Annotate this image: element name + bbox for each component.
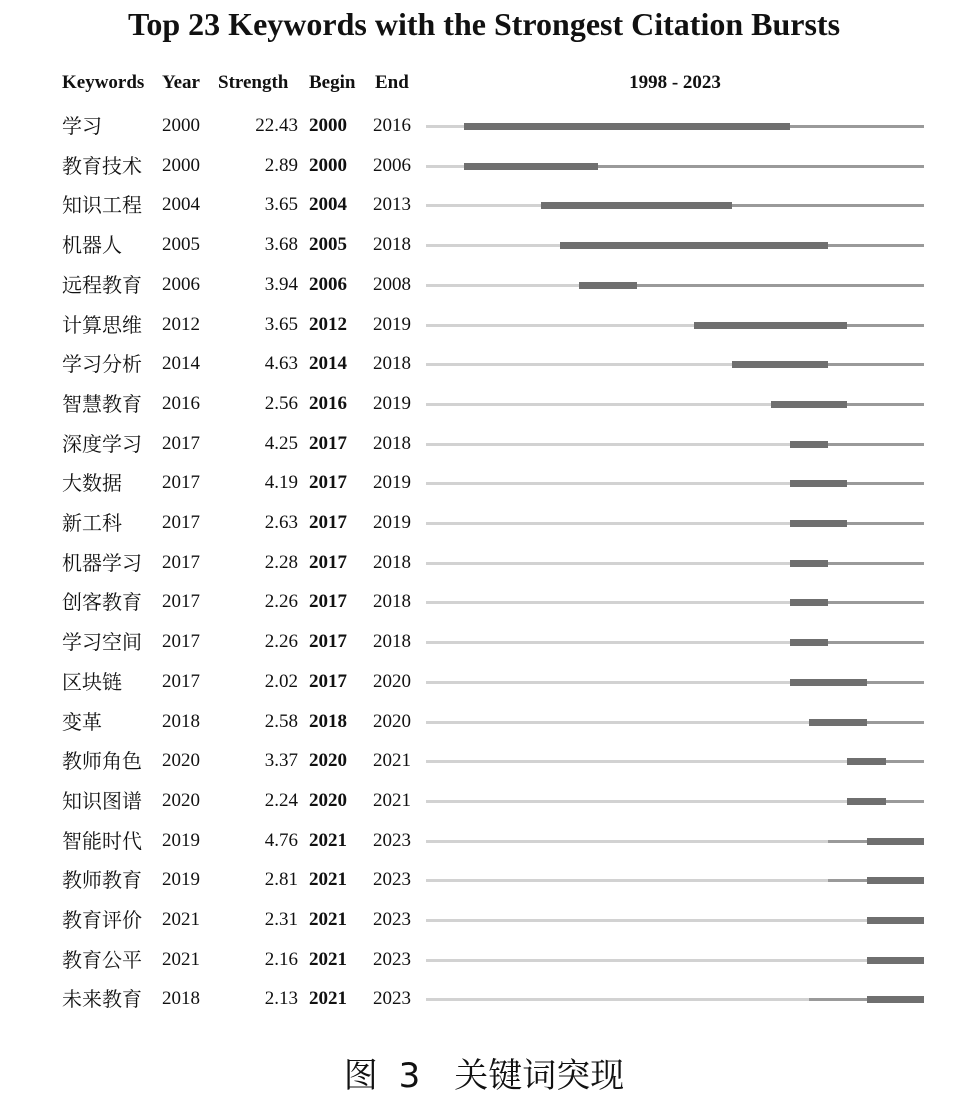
chart-title: Top 23 Keywords with the Strongest Citation Bursts [127, 6, 841, 42]
year-value: 2012 [162, 313, 200, 335]
keyword-label: 远程教育 [62, 272, 142, 297]
timeline-line [426, 443, 790, 446]
begin-year: 2017 [309, 551, 347, 573]
end-year: 2018 [373, 551, 411, 573]
burst-row [0, 979, 968, 1019]
burst-row [0, 741, 968, 781]
year-value: 2000 [162, 154, 200, 176]
burst-bar [732, 361, 828, 368]
burst-bar [579, 282, 636, 289]
burst-row [0, 146, 968, 186]
timeline-line [426, 284, 579, 287]
timeline-line [426, 959, 867, 962]
timeline-line [426, 800, 847, 803]
keyword-label: 知识图谱 [62, 788, 142, 813]
end-year: 2023 [373, 829, 411, 851]
timeline-line [426, 601, 790, 604]
timeline-line [426, 562, 790, 565]
year-value: 2017 [162, 670, 200, 692]
keyword-label: 未来教育 [62, 987, 142, 1012]
burst-bar [790, 480, 847, 487]
begin-year: 2017 [309, 432, 347, 454]
strength-value: 2.26 [264, 591, 298, 613]
year-value: 2005 [162, 234, 200, 256]
burst-bar [541, 202, 733, 209]
year-value: 2004 [162, 194, 200, 216]
burst-row [0, 384, 968, 424]
burst-bar [847, 798, 885, 805]
keyword-label: 教师角色 [62, 749, 142, 774]
burst-bar [771, 401, 848, 408]
end-year: 2023 [373, 869, 411, 891]
year-value: 2016 [162, 392, 200, 414]
timeline-line [426, 641, 790, 644]
keyword-label: 教育评价 [62, 908, 142, 932]
year-value: 2018 [162, 988, 200, 1010]
timeline-line [426, 760, 847, 763]
begin-year: 2021 [309, 909, 347, 930]
end-year: 2021 [373, 750, 411, 772]
begin-year: 2020 [309, 750, 347, 772]
burst-bar [809, 719, 866, 726]
end-year: 2008 [373, 273, 411, 295]
begin-year: 2006 [309, 273, 347, 295]
burst-row [0, 185, 968, 225]
keyword-label: 学习 [62, 114, 102, 138]
keyword-label: 创客教育 [62, 590, 142, 615]
end-year: 2018 [373, 591, 411, 613]
timeline-line [426, 998, 809, 1001]
burst-row [0, 225, 968, 265]
burst-row [0, 821, 968, 861]
burst-bar [867, 957, 924, 964]
keyword-label: 智能时代 [62, 828, 142, 853]
year-value: 2006 [162, 273, 200, 295]
burst-row [0, 344, 968, 384]
strength-value: 2.16 [264, 948, 298, 970]
burst-bar [560, 242, 828, 249]
end-year: 2018 [373, 353, 411, 375]
begin-year: 2020 [309, 789, 347, 811]
begin-year: 2017 [309, 670, 347, 692]
begin-year: 2017 [309, 472, 347, 494]
end-year: 2021 [373, 789, 411, 811]
timeline-line [426, 840, 828, 843]
keyword-label: 机器学习 [62, 550, 142, 575]
begin-year: 2004 [309, 194, 347, 216]
end-year: 2020 [373, 670, 411, 692]
keyword-label: 智慧教育 [62, 391, 142, 416]
burst-bar [790, 520, 847, 527]
burst-row [0, 781, 968, 821]
header-begin: Begin [309, 72, 356, 93]
burst-bar [694, 322, 847, 329]
strength-value: 3.37 [264, 750, 298, 772]
begin-year: 2017 [309, 631, 347, 653]
strength-value: 2.63 [264, 512, 298, 533]
begin-year: 2018 [309, 710, 347, 732]
end-year: 2019 [373, 512, 411, 533]
burst-bar [464, 123, 790, 130]
end-year: 2023 [373, 948, 411, 970]
year-value: 2017 [162, 432, 200, 454]
end-year: 2013 [373, 194, 411, 216]
year-value: 2019 [162, 869, 200, 891]
strength-value: 4.76 [264, 829, 298, 851]
burst-bar [867, 917, 924, 924]
year-value: 2020 [162, 750, 200, 772]
strength-value: 2.02 [264, 670, 298, 692]
strength-value: 2.56 [264, 392, 298, 414]
end-year: 2023 [373, 988, 411, 1010]
burst-row [0, 305, 968, 345]
timeline-line [426, 482, 790, 485]
strength-value: 4.63 [264, 353, 298, 375]
year-value: 2021 [162, 948, 200, 970]
year-value: 2020 [162, 789, 200, 811]
keyword-label: 区块链 [62, 669, 122, 694]
header-keywords: Keywords [62, 72, 145, 93]
end-year: 2023 [373, 909, 411, 930]
burst-bar [790, 441, 828, 448]
burst-row [0, 424, 968, 464]
end-year: 2019 [373, 313, 411, 335]
strength-value: 2.13 [264, 988, 298, 1010]
year-value: 2017 [162, 472, 200, 494]
burst-bar [867, 838, 924, 845]
burst-row [0, 662, 968, 702]
year-value: 2017 [162, 551, 200, 573]
begin-year: 2017 [309, 591, 347, 613]
header-end: End [375, 72, 409, 93]
timeline-line [426, 721, 809, 724]
strength-value: 2.26 [264, 631, 298, 653]
burst-row [0, 702, 968, 742]
keyword-label: 大数据 [62, 471, 122, 496]
burst-bar [790, 560, 828, 567]
end-year: 2006 [373, 154, 411, 176]
year-value: 2000 [162, 115, 200, 136]
year-value: 2017 [162, 512, 200, 533]
strength-value: 3.94 [264, 273, 298, 295]
year-value: 2019 [162, 829, 200, 851]
begin-year: 2021 [309, 948, 347, 970]
strength-value: 2.28 [264, 551, 298, 573]
burst-row [0, 900, 968, 940]
strength-value: 3.65 [264, 313, 298, 335]
keyword-label: 机器人 [62, 233, 122, 258]
strength-value: 2.81 [264, 869, 298, 891]
timeline-line [426, 681, 790, 684]
burst-row [0, 860, 968, 900]
keyword-label: 教育技术 [62, 153, 142, 178]
timeline-line [426, 204, 541, 207]
begin-year: 2005 [309, 234, 347, 256]
end-year: 2016 [373, 115, 411, 136]
timeline-line [426, 522, 790, 525]
strength-value: 3.68 [264, 234, 298, 256]
burst-row [0, 940, 968, 980]
burst-row [0, 503, 968, 543]
burst-row [0, 582, 968, 622]
begin-year: 2012 [309, 313, 347, 335]
keyword-label: 知识工程 [62, 193, 142, 218]
burst-bar [790, 599, 828, 606]
figure-caption: 图 3 关键词突现 [343, 1056, 625, 1096]
end-year: 2019 [373, 392, 411, 414]
burst-bar [867, 996, 924, 1003]
strength-value: 2.31 [264, 909, 298, 930]
timeline-line [426, 403, 771, 406]
strength-value: 3.65 [264, 194, 298, 216]
keyword-label: 深度学习 [62, 431, 142, 456]
strength-value: 2.24 [264, 789, 298, 811]
begin-year: 2014 [309, 353, 347, 375]
end-year: 2019 [373, 472, 411, 494]
begin-year: 2017 [309, 512, 347, 533]
end-year: 2018 [373, 631, 411, 653]
begin-year: 2021 [309, 988, 347, 1010]
strength-value: 22.43 [255, 115, 298, 136]
burst-bar [790, 639, 828, 646]
keyword-label: 教育公平 [62, 947, 142, 972]
begin-year: 2021 [309, 829, 347, 851]
keyword-label: 教师教育 [62, 868, 142, 893]
end-year: 2018 [373, 234, 411, 256]
keyword-label: 学习分析 [62, 352, 142, 377]
year-value: 2014 [162, 353, 200, 375]
timeline-line [426, 363, 732, 366]
strength-value: 4.25 [264, 432, 298, 454]
year-value: 2017 [162, 631, 200, 653]
keyword-label: 计算思维 [62, 312, 142, 337]
header-year: Year [162, 72, 200, 93]
keyword-label: 变革 [62, 709, 102, 734]
strength-value: 2.89 [264, 154, 298, 176]
keyword-label: 新工科 [62, 511, 122, 535]
begin-year: 2000 [309, 115, 347, 136]
end-year: 2018 [373, 432, 411, 454]
begin-year: 2000 [309, 154, 347, 176]
burst-row [0, 463, 968, 503]
burst-bar [790, 679, 867, 686]
timeline-line [426, 165, 464, 168]
strength-value: 2.58 [264, 710, 298, 732]
begin-year: 2016 [309, 392, 347, 414]
burst-row [0, 265, 968, 305]
header-timeline: 1998 - 2023 [629, 72, 721, 93]
timeline-line [426, 125, 464, 128]
begin-year: 2021 [309, 869, 347, 891]
burst-row [0, 543, 968, 583]
burst-bar [464, 163, 598, 170]
strength-value: 4.19 [264, 472, 298, 494]
burst-row [0, 622, 968, 662]
end-year: 2020 [373, 710, 411, 732]
timeline-line [426, 919, 867, 922]
year-value: 2021 [162, 909, 200, 930]
header-strength: Strength [218, 72, 289, 93]
timeline-line [426, 244, 560, 247]
keyword-label: 学习空间 [62, 630, 142, 655]
year-value: 2017 [162, 591, 200, 613]
burst-bar [847, 758, 885, 765]
burst-bar [867, 877, 924, 884]
timeline-line [426, 324, 694, 327]
timeline-line [426, 879, 828, 882]
year-value: 2018 [162, 710, 200, 732]
burst-row [0, 106, 968, 146]
